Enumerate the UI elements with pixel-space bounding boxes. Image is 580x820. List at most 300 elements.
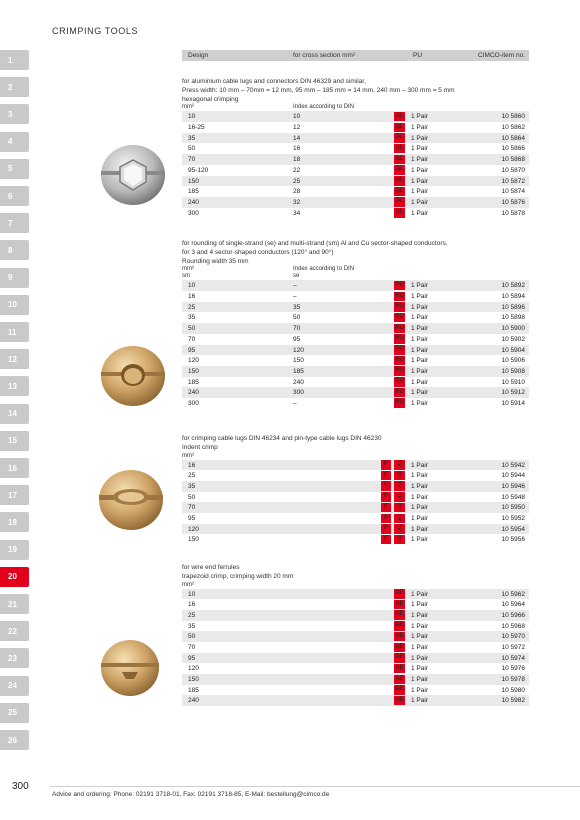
cell-item-no: 10 5862 [501, 124, 525, 132]
table-row [182, 323, 529, 334]
cell-code-badge: AE [394, 696, 405, 706]
cell-item-no: 10 5896 [501, 303, 525, 311]
section-intro [182, 564, 529, 582]
cell-cross-section: 70 [188, 156, 196, 164]
cell-code-badge: RU [394, 302, 405, 312]
cell-pu: 1 Pair [411, 697, 428, 705]
column-pu: PU [413, 52, 423, 59]
table-row [182, 695, 529, 706]
cell-code-badge: AL [394, 187, 405, 197]
cell-code-badge: Q [394, 460, 405, 470]
cell-pu: 1 Pair [411, 504, 428, 512]
cell-pu: 1 Pair [411, 493, 428, 501]
cell-code-badge: RU [394, 313, 405, 323]
cell-cross-section: 150 [188, 536, 199, 544]
cell-item-no: 10 5956 [501, 536, 525, 544]
cell-code-badge: Q [394, 492, 405, 502]
cell-item-no: 10 5970 [501, 633, 525, 641]
sub-header-unit: sm [182, 273, 190, 280]
cell-cross-section: 35 [188, 134, 196, 142]
cell-index: – [293, 293, 297, 301]
cell-item-no: 10 5878 [501, 209, 525, 217]
table-row [182, 345, 529, 356]
cell-index: 22 [293, 166, 301, 174]
section-intro [182, 240, 529, 266]
sub-header [182, 266, 529, 273]
sub-header-unit: mm² [182, 581, 194, 588]
cell-pu: 1 Pair [411, 515, 428, 523]
cell-cross-section: 120 [188, 525, 199, 533]
cell-index: 95 [293, 335, 301, 343]
cell-code-badge: AL [394, 123, 405, 133]
page-number: 300 [12, 781, 29, 792]
cell-code-badge: AL [394, 112, 405, 122]
intro-line: for wire end ferrules [182, 564, 240, 571]
cell-pu: 1 Pair [411, 314, 428, 322]
cell-item-no: 10 5950 [501, 504, 525, 512]
cell-index: 240 [293, 378, 304, 386]
chapter-tab-8[interactable]: 8 [0, 240, 29, 260]
cell-item-no: 10 5972 [501, 644, 525, 652]
cell-pu: 1 Pair [411, 188, 428, 196]
cell-pu: 1 Pair [411, 335, 428, 343]
intro-line: for aluminium cable lugs and connectors DIN 46329 and similar, [182, 78, 366, 85]
cell-code-badge: RU [394, 292, 405, 302]
cell-index: 14 [293, 134, 301, 142]
cell-code-badge: F [381, 492, 391, 502]
chapter-tab-1[interactable]: 1 [0, 50, 29, 70]
cell-pu: 1 Pair [411, 113, 428, 121]
cell-code-badge: Q [394, 524, 405, 534]
cell-index: 28 [293, 188, 301, 196]
chapter-tab-18[interactable]: 18 [0, 512, 29, 532]
cell-pu: 1 Pair [411, 665, 428, 673]
table-row [182, 685, 529, 696]
table-row [182, 111, 529, 122]
cell-code-badge: F [381, 481, 391, 491]
cell-cross-section: 50 [188, 493, 196, 501]
cell-item-no: 10 5910 [501, 378, 525, 386]
cell-pu: 1 Pair [411, 676, 428, 684]
cell-code-badge: Q [394, 535, 405, 545]
cell-pu: 1 Pair [411, 177, 428, 185]
cell-cross-section: 240 [188, 389, 199, 397]
cell-pu: 1 Pair [411, 293, 428, 301]
cell-item-no: 10 5968 [501, 622, 525, 630]
cell-cross-section: 240 [188, 697, 199, 705]
chapter-tab-13[interactable]: 13 [0, 376, 29, 396]
sub-header-unit: mm² [182, 104, 194, 111]
cell-item-no: 10 5894 [501, 293, 525, 301]
chapter-tab-19[interactable]: 19 [0, 540, 29, 560]
cell-item-no: 10 5942 [501, 461, 525, 469]
hexagonal-die-image [98, 140, 168, 210]
chapter-tab-25[interactable]: 25 [0, 703, 29, 723]
table-column-header [182, 50, 529, 61]
cell-item-no: 10 5904 [501, 346, 525, 354]
cell-cross-section: 70 [188, 335, 196, 343]
cell-code-badge: RU [394, 356, 405, 366]
cell-item-no: 10 5946 [501, 482, 525, 490]
sub-header [182, 453, 529, 460]
intro-line: for 3 and 4 sector-shaped conductors (120° and 90°) [182, 248, 334, 256]
cell-code-badge: Q [394, 471, 405, 481]
table-row [182, 186, 529, 197]
cell-pu: 1 Pair [411, 325, 428, 333]
cell-item-no: 10 5906 [501, 357, 525, 365]
cell-code-badge: AL [394, 144, 405, 154]
chapter-tab-4[interactable]: 4 [0, 132, 29, 152]
cell-index: 34 [293, 209, 301, 217]
sub-header-index: Index according to DIN [293, 104, 355, 111]
rounding-die-image [98, 340, 168, 410]
chapter-tab-14[interactable]: 14 [0, 404, 29, 424]
table-row [182, 492, 529, 503]
cell-cross-section: 16 [188, 293, 196, 301]
table-row [182, 642, 529, 653]
cell-item-no: 10 5892 [501, 282, 525, 290]
cell-item-no: 10 5860 [501, 113, 525, 121]
footer-divider [50, 786, 580, 787]
cell-pu: 1 Pair [411, 166, 428, 174]
cell-index: 10 [293, 113, 301, 121]
cell-pu: 1 Pair [411, 282, 428, 290]
cell-code-badge: AE [394, 600, 405, 610]
cell-pu: 1 Pair [411, 357, 428, 365]
table-row [182, 470, 529, 481]
table-row [182, 524, 529, 535]
table-row [182, 143, 529, 154]
cell-item-no: 10 5980 [501, 686, 525, 694]
cell-index: 120 [293, 346, 304, 354]
sub-header-unit: mm² [182, 266, 194, 273]
table-row [182, 355, 529, 366]
table-row [182, 291, 529, 302]
chapter-tab-21[interactable]: 21 [0, 594, 29, 614]
cell-pu: 1 Pair [411, 134, 428, 142]
cell-cross-section: 95 [188, 515, 196, 523]
intro-line: for crimping cable lugs DIN 46234 and pin-type cable lugs DIN 46230 [182, 435, 382, 442]
table-row [182, 366, 529, 377]
cell-item-no: 10 5898 [501, 314, 525, 322]
cell-code-badge: RU [394, 366, 405, 376]
chapter-tab-6[interactable]: 6 [0, 186, 29, 206]
cell-pu: 1 Pair [411, 654, 428, 662]
cell-pu: 1 Pair [411, 622, 428, 630]
sub-header [182, 273, 529, 280]
cell-index: 32 [293, 198, 301, 206]
cell-pu: 1 Pair [411, 482, 428, 490]
table-row [182, 122, 529, 133]
cell-code-badge: F [381, 514, 391, 524]
chapter-tab-7[interactable]: 7 [0, 213, 29, 233]
chapter-tab-5[interactable]: 5 [0, 159, 29, 179]
cell-item-no: 10 5962 [501, 590, 525, 598]
intro-line: Press width: 10 mm – 70mm = 12 mm, 95 mm – 185 mm = 14 mm, 240 mm – 300 mm = 5 mm [182, 86, 455, 94]
cell-cross-section: 150 [188, 676, 199, 684]
cell-cross-section: 50 [188, 325, 196, 333]
column-cross-section: for cross section mm² [293, 52, 356, 59]
table-row [182, 133, 529, 144]
cell-pu: 1 Pair [411, 590, 428, 598]
cell-cross-section: 185 [188, 686, 199, 694]
column-item-no: CIMCO-item no. [478, 52, 525, 59]
cell-cross-section: 120 [188, 665, 199, 673]
cell-item-no: 10 5948 [501, 493, 525, 501]
cell-item-no: 10 5978 [501, 676, 525, 684]
cell-index: 50 [293, 314, 301, 322]
chapter-tab-22[interactable]: 22 [0, 621, 29, 641]
cell-cross-section: 25 [188, 472, 196, 480]
cell-code-badge: Q [394, 503, 405, 513]
cell-cross-section: 25 [188, 303, 196, 311]
intro-line: trapezoid crimp, crimping width 20 mm [182, 572, 294, 580]
cell-code-badge: RU [394, 345, 405, 355]
page-title: CRIMPING TOOLS [52, 26, 139, 36]
cell-index: 25 [293, 177, 301, 185]
intro-line: for rounding of single-strand (se) and multi-strand (sm) Al and Cu sector-shaped conductors, [182, 240, 448, 247]
cell-item-no: 10 5944 [501, 472, 525, 480]
cell-cross-section: 35 [188, 622, 196, 630]
cell-index: 185 [293, 367, 304, 375]
cell-cross-section: 150 [188, 367, 199, 375]
cell-item-no: 10 5976 [501, 665, 525, 673]
cell-code-badge: RU [394, 334, 405, 344]
cell-item-no: 10 5872 [501, 177, 525, 185]
cell-cross-section: 16 [188, 461, 196, 469]
cell-pu: 1 Pair [411, 209, 428, 217]
chapter-tab-10[interactable]: 10 [0, 295, 29, 315]
cell-cross-section: 185 [188, 378, 199, 386]
table-row [182, 513, 529, 524]
cell-code-badge: RU [394, 377, 405, 387]
cell-pu: 1 Pair [411, 198, 428, 206]
table-row [182, 653, 529, 664]
cell-cross-section: 16-25 [188, 124, 205, 132]
cell-pu: 1 Pair [411, 389, 428, 397]
cell-index: 12 [293, 124, 301, 132]
sub-header-unit: mm² [182, 452, 194, 459]
table-row [182, 663, 529, 674]
cell-pu: 1 Pair [411, 525, 428, 533]
table-row [182, 165, 529, 176]
cell-cross-section: 150 [188, 177, 199, 185]
section-intro [182, 435, 529, 453]
chapter-tab-23[interactable]: 23 [0, 648, 29, 668]
cell-cross-section: 10 [188, 113, 196, 121]
table-row [182, 610, 529, 621]
chapter-tab-20[interactable]: 20 [0, 567, 29, 587]
table-row [182, 589, 529, 600]
chapter-tab-12[interactable]: 12 [0, 349, 29, 369]
cell-index: 16 [293, 145, 301, 153]
cell-pu: 1 Pair [411, 644, 428, 652]
cell-pu: 1 Pair [411, 601, 428, 609]
table-row [182, 176, 529, 187]
chapter-tab-17[interactable]: 17 [0, 485, 29, 505]
cell-index: – [293, 399, 297, 407]
cell-code-badge: AL [394, 155, 405, 165]
table-row [182, 334, 529, 345]
cell-pu: 1 Pair [411, 633, 428, 641]
cell-item-no: 10 5914 [501, 399, 525, 407]
cell-code-badge: AE [394, 643, 405, 653]
cell-code-badge: F [381, 471, 391, 481]
chapter-tab-11[interactable]: 11 [0, 322, 29, 342]
chapter-tab-2[interactable]: 2 [0, 77, 29, 97]
section-rounding [182, 240, 529, 409]
cell-cross-section: 16 [188, 601, 196, 609]
cell-pu: 1 Pair [411, 536, 428, 544]
cell-pu: 1 Pair [411, 461, 428, 469]
cell-code-badge: AE [394, 632, 405, 642]
cell-cross-section: 185 [188, 188, 199, 196]
table-row [182, 154, 529, 165]
table-row [182, 208, 529, 219]
cell-pu: 1 Pair [411, 145, 428, 153]
cell-pu: 1 Pair [411, 303, 428, 311]
chapter-tab-16[interactable]: 16 [0, 458, 29, 478]
cell-pu: 1 Pair [411, 399, 428, 407]
table-row [182, 674, 529, 685]
cell-item-no: 10 5908 [501, 367, 525, 375]
table-row [182, 502, 529, 513]
cell-code-badge: RU [394, 281, 405, 291]
cell-item-no: 10 5900 [501, 325, 525, 333]
cell-code-badge: RU [394, 388, 405, 398]
cell-code-badge: AL [394, 165, 405, 175]
cell-pu: 1 Pair [411, 611, 428, 619]
cell-index: – [293, 282, 297, 290]
cell-item-no: 10 5864 [501, 134, 525, 142]
cell-code-badge: AE [394, 685, 405, 695]
cell-cross-section: 10 [188, 282, 196, 290]
cell-code-badge: Q [394, 514, 405, 524]
table-row [182, 460, 529, 471]
sub-header-index: Index according to DIN [293, 266, 355, 273]
indent-crimp-die-image [96, 464, 166, 534]
cell-index: 300 [293, 389, 304, 397]
cell-cross-section: 50 [188, 633, 196, 641]
section-indent-crimp [182, 435, 529, 545]
chapter-tab-26[interactable]: 26 [0, 730, 29, 750]
cell-code-badge: RU [394, 398, 405, 408]
intro-line: hexagonal crimping [182, 95, 239, 103]
cell-item-no: 10 5870 [501, 166, 525, 174]
cell-code-badge: AE [394, 589, 405, 599]
table-row [182, 398, 529, 409]
cell-pu: 1 Pair [411, 346, 428, 354]
chapter-tab-24[interactable]: 24 [0, 676, 29, 696]
cell-pu: 1 Pair [411, 472, 428, 480]
cell-item-no: 10 5974 [501, 654, 525, 662]
table-row [182, 621, 529, 632]
cell-item-no: 10 5954 [501, 525, 525, 533]
cell-item-no: 10 5912 [501, 389, 525, 397]
sub-header-index: se [293, 273, 300, 280]
section-wire-end-ferrules [182, 564, 529, 706]
cell-code-badge: AE [394, 610, 405, 620]
chapter-tab-9[interactable]: 9 [0, 268, 29, 288]
cell-code-badge: AE [394, 675, 405, 685]
cell-pu: 1 Pair [411, 367, 428, 375]
cell-code-badge: Q [394, 481, 405, 491]
cell-cross-section: 95 [188, 654, 196, 662]
cell-pu: 1 Pair [411, 124, 428, 132]
cell-item-no: 10 5902 [501, 335, 525, 343]
cell-cross-section: 120 [188, 357, 199, 365]
cell-code-badge: F [381, 535, 391, 545]
chapter-tab-3[interactable]: 3 [0, 104, 29, 124]
cell-cross-section: 300 [188, 209, 199, 217]
cell-cross-section: 35 [188, 482, 196, 490]
intro-line: Rounding width 35 mm [182, 257, 249, 265]
table-row [182, 599, 529, 610]
cell-code-badge: AE [394, 653, 405, 663]
cell-cross-section: 10 [188, 590, 196, 598]
table-row [182, 387, 529, 398]
cell-cross-section: 70 [188, 644, 196, 652]
wire-ferrule-die-image [98, 632, 162, 700]
cell-cross-section: 95-120 [188, 166, 209, 174]
cell-code-badge: AL [394, 208, 405, 218]
cell-item-no: 10 5876 [501, 198, 525, 206]
section-intro [182, 78, 529, 104]
table-row [182, 377, 529, 388]
cell-code-badge: AE [394, 664, 405, 674]
cell-cross-section: 35 [188, 314, 196, 322]
table-row [182, 197, 529, 208]
sub-header [182, 104, 529, 111]
table-row [182, 302, 529, 313]
table-row [182, 312, 529, 323]
sub-header [182, 582, 529, 589]
cell-cross-section: 25 [188, 611, 196, 619]
section-aluminium-hexagonal [182, 78, 529, 218]
cell-cross-section: 50 [188, 145, 196, 153]
cell-code-badge: F [381, 503, 391, 513]
table-row [182, 534, 529, 545]
cell-item-no: 10 5866 [501, 145, 525, 153]
cell-pu: 1 Pair [411, 156, 428, 164]
table-row [182, 631, 529, 642]
cell-item-no: 10 5964 [501, 601, 525, 609]
cell-code-badge: F [381, 524, 391, 534]
cell-cross-section: 300 [188, 399, 199, 407]
intro-line: Indent crimp [182, 443, 218, 451]
cell-index: 18 [293, 156, 301, 164]
cell-item-no: 10 5874 [501, 188, 525, 196]
cell-cross-section: 95 [188, 346, 196, 354]
cell-code-badge: F [381, 460, 391, 470]
cell-item-no: 10 5868 [501, 156, 525, 164]
cell-code-badge: AL [394, 197, 405, 207]
cell-pu: 1 Pair [411, 378, 428, 386]
cell-index: 150 [293, 357, 304, 365]
cell-code-badge: AL [394, 176, 405, 186]
cell-cross-section: 70 [188, 504, 196, 512]
cell-code-badge: AL [394, 133, 405, 143]
table-row [182, 280, 529, 291]
footer-contact: Advice and ordering: Phone: 02191 3718-01, Fax: 02191 3718-85, E-Mail: bestellung@cimco.de [52, 791, 330, 798]
cell-item-no: 10 5982 [501, 697, 525, 705]
cell-code-badge: RU [394, 324, 405, 334]
cell-item-no: 10 5952 [501, 515, 525, 523]
column-design: Design [188, 52, 209, 59]
cell-cross-section: 240 [188, 198, 199, 206]
chapter-tab-15[interactable]: 15 [0, 431, 29, 451]
cell-item-no: 10 5966 [501, 611, 525, 619]
